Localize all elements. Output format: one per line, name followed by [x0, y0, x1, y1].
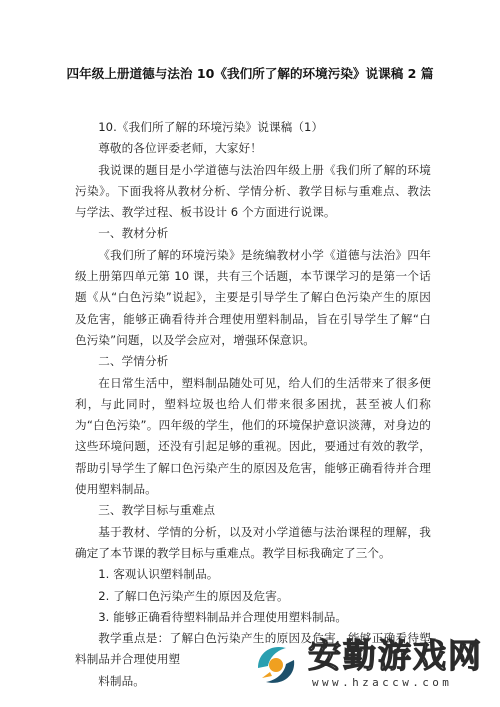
document-body [75, 117, 431, 692]
list-item: 2. 了解口色污染产生的原因及危害。 [98, 588, 289, 603]
paragraph: 我说课的题目是小学道德与法治四年级上册《我们所了解的环境污染》。下面我将从教材分析、学情分析、教学目标与重难点、教法与学法、教学过程、板书设计 6 个方面进行说课。 [75, 162, 431, 220]
list-item: 1. 客观认识塑料制品。 [98, 567, 219, 582]
list-item: 3. 能够正确看待塑料制品并合理使用塑料制品。 [98, 609, 348, 624]
paragraph: 教学重点是：了解白色污染产生的原因及危害，能够正确看待塑料制品并合理使用塑 [75, 631, 431, 667]
section-heading: 三、教学目标与重难点 [98, 503, 216, 518]
paragraph: 在日常生活中，塑料制品随处可见，给人们的生活带来了很多便利，与此同时，塑料垃圾也给人们带来很多困扰，甚至被人们称为“白色污染”。四年级的学生，他们的环境保护意识淡薄，对身边的这些环境问题，还没有引起足够的重视。因此，要通过有效的教学，帮助引导学生了解口色污染产生的原因及危害，能够正确看待并合理使用塑料制品。 [75, 375, 431, 497]
brand-logo-icon [250, 638, 302, 690]
paragraph: 《我们所了解的环境污染》是统编教材小学《道德与法治》四年级上册第四单元第 10 课，共有三个话题，本节课学习的是第一个话题《从“白色污染”说起》，主要是引导学生了解白色污染产生的原因及危害，能够正确看待并合理使用塑料制品，旨在引导学生了解“白色污染”问题，以及学会应对，增强环保意识。 [75, 247, 431, 347]
paragraph: 基于教材、学情的分析，以及对小学道德与法治课程的理解，我确定了本节课的教学目标与重难点。教学目标我确定了三个。 [75, 524, 431, 560]
paragraph: 尊敬的各位评委老师，大家好！ [98, 141, 262, 156]
paragraph: 料制品。 [98, 673, 145, 688]
section-heading: 一、教材分析 [98, 226, 169, 241]
site-watermark [250, 636, 490, 696]
section-heading: 二、学情分析 [98, 354, 169, 369]
document-title: 四年级上册道德与法治 10《我们所了解的环境污染》说课稿 2 篇 [66, 66, 434, 81]
paragraph: 10.《我们所了解的环境污染》说课稿（1） [98, 120, 324, 134]
brand-url: www.hzaccw.com [312, 676, 453, 689]
brand-name: 安勤游戏网 [308, 636, 483, 675]
